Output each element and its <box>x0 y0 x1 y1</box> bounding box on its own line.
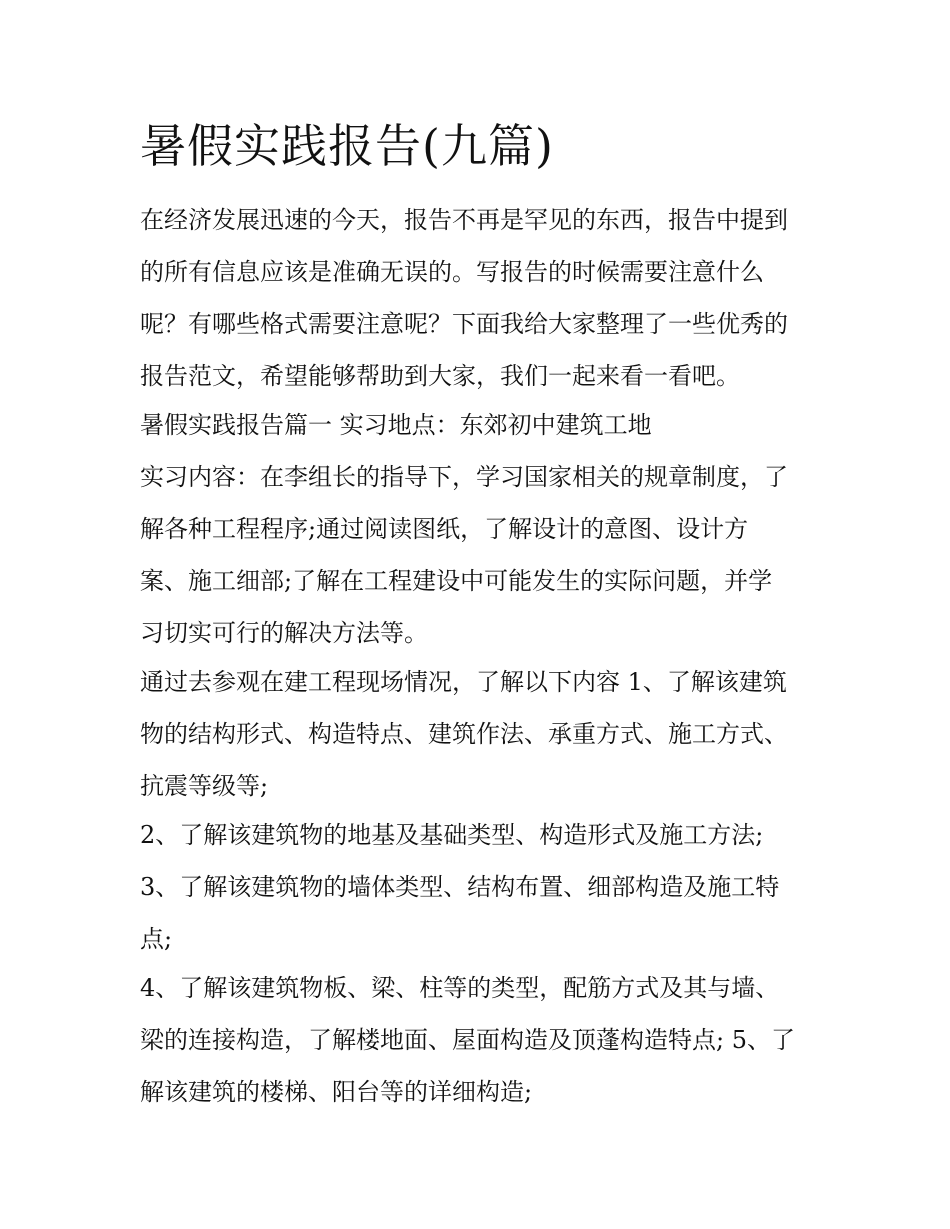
paragraph-line: 点; <box>140 925 173 953</box>
paragraph-line: 解该建筑的楼梯、阳台等的详细构造; <box>140 1078 533 1106</box>
paragraph-line: 解各种工程程序;通过阅读图纸，了解设计的意图、设计方 <box>140 515 749 543</box>
paragraph-line: 2、了解该建筑物的地基及基础类型、构造形式及施工方法; <box>140 821 764 849</box>
paragraph-line: 习切实可行的解决方法等。 <box>140 619 428 647</box>
paragraph-line: 案、施工细部;了解在工程建设中可能发生的实际问题，并学 <box>140 567 773 595</box>
paragraph-line: 3、了解该建筑物的墙体类型、结构布置、细部构造及施工特 <box>140 873 780 901</box>
paragraph-line: 4、了解该建筑物板、梁、柱等的类型，配筋方式及其与墙、 <box>140 974 780 1002</box>
document-title: 暑假实践报告(九篇) <box>140 119 554 173</box>
paragraph-line: 的所有信息应该是准确无误的。写报告的时候需要注意什么 <box>140 258 764 286</box>
paragraph-line: 物的结构形式、构造特点、建筑作法、承重方式、施工方式、 <box>140 720 788 748</box>
paragraph-line: 报告范文，希望能够帮助到大家，我们一起来看一看吧。 <box>140 362 740 390</box>
paragraph-line: 抗震等级等; <box>140 772 269 800</box>
paragraph-line: 实习内容：在李组长的指导下，学习国家相关的规章制度，了 <box>140 463 788 491</box>
paragraph-line: 在经济发展迅速的今天，报告不再是罕见的东西，报告中提到 <box>140 206 788 234</box>
paragraph-line: 梁的连接构造，了解楼地面、屋面构造及顶蓬构造特点; 5、了 <box>140 1026 795 1054</box>
paragraph-line: 呢？有哪些格式需要注意呢？下面我给大家整理了一些优秀的 <box>140 310 788 338</box>
paragraph-line: 通过去参观在建工程现场情况，了解以下内容 1、了解该建筑 <box>140 668 787 696</box>
section-heading-line: 暑假实践报告篇一 实习地点：东郊初中建筑工地 <box>140 411 652 439</box>
